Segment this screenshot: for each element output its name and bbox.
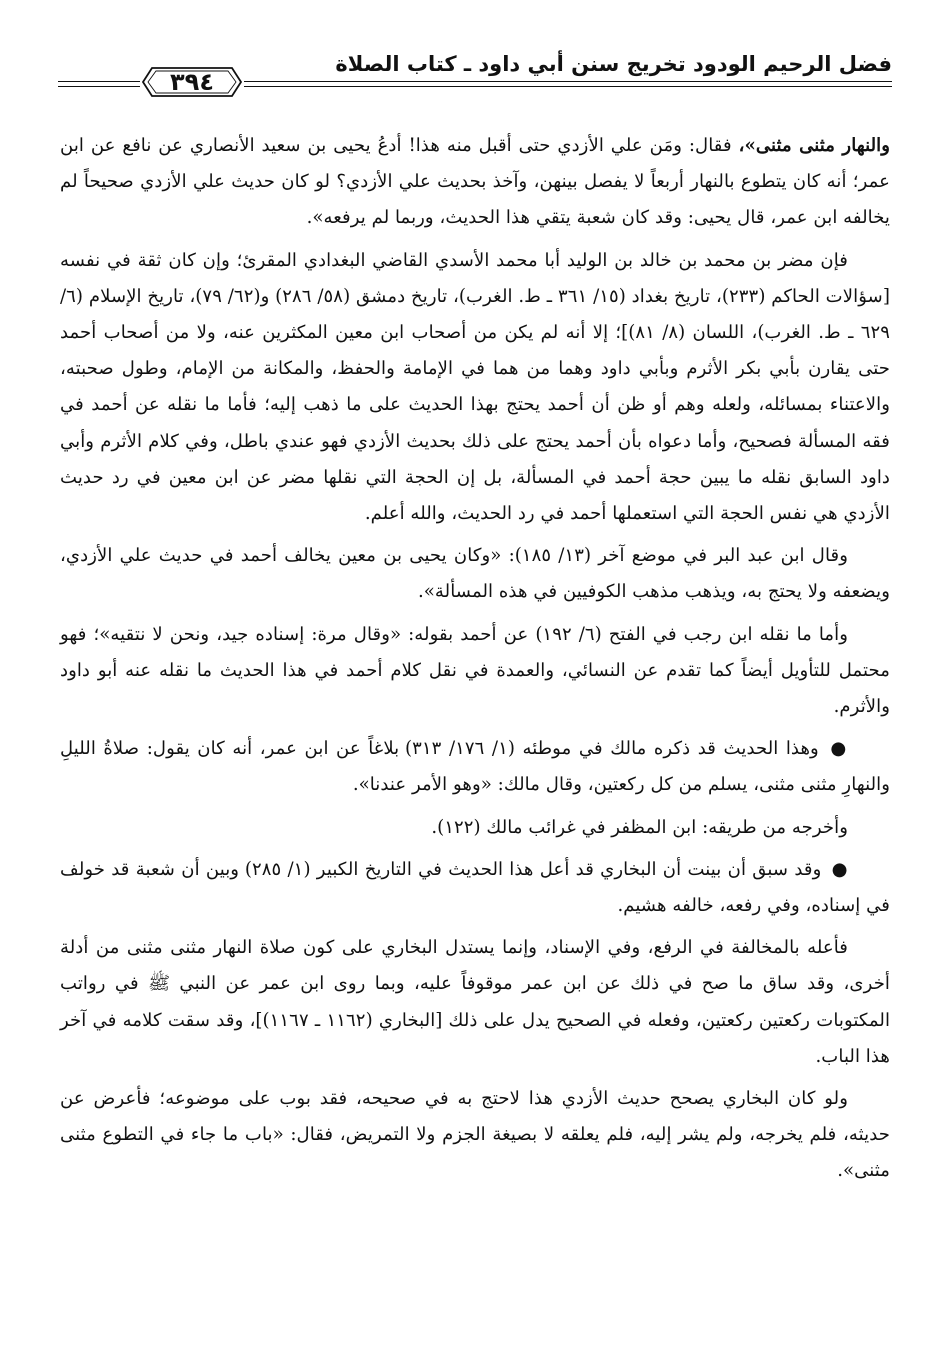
page-number-frame [142,66,242,98]
paragraph-1 [60,128,890,237]
paragraph-8-text: فأعله بالمخالفة في الرفع، وفي الإسناد، وإنما يستدل البخاري على كون صلاة النهار مثنى مثنى من أدلة أخرى، وقد ساق ما صح في ذلك عن ابن عمر موقوفاً عليه، وبما روى ابن عمر عن النبي ﷺ في رواتب المكتوبات ركعتين ركعتين، وفعله في الصحيح يدل على ذلك [البخاري (١١٦٢ ـ ١١٦٧)]، وقد سقت كلامه في آخر هذا الباب. [60,937,890,1067]
paragraph-5-text: وهذا الحديث قد ذكره مالك في موطئه (١/ ١٧٦/ ٣١٣) بلاغاً عن ابن عمر، أنه كان يقول: صلاةُ الليلِ والنهارِ مثنى مثنى، يسلم من كل ركعتين، وقال مالك: «وهو الأمر عندنا». [60,738,890,796]
paragraph-4-text: وأما ما نقله ابن رجب في الفتح (٦/ ١٩٢) عن أحمد بقوله: «وقال مرة: إسناده جيد، ونحن لا نتقيه»؛ فهو محتمل للتأويل أيضاً كما تقدم عن النسائي، والعمدة في نقل كلام أحمد في هذا الحديث ما نقله عنه أبو داود والأثرم. [60,623,890,718]
bullet-icon: ● [830,738,848,760]
page-number: ٣٩٤ [170,68,214,96]
running-title: فضل الرحيم الودود تخريج سنن أبي داود ـ كتاب الصلاة [335,52,892,76]
header-rule-top [244,81,892,82]
paragraph-1-text: فقال: ومَن علي الأزدي حتى أقبل منه هذا! أدعُ يحيى بن سعيد الأنصاري عن نافع عن ابن عمر؛ أنه كان يتطوع بالنهار أربعاً لا يفصل بينهن، وآخذ بحديث علي الأزدي؟ لو كان حديث علي الأزدي صحيحاً لم يخالفه ابن عمر، قال يحيى: وقد كان شعبة يتقي هذا الحديث، وربما لم يرفعه». [60,135,890,229]
paragraph-3-text: وقال ابن عبد البر في موضع آخر (١٣/ ١٨٥): «وكان يحيى بن معين يخالف أحمد في حديث علي الأزدي، ويضعفه ولا يحتج به، ويذهب مذهب الكوفيين في هذه المسألة». [60,545,890,603]
page-header [58,48,892,98]
header-rule-left-bottom [58,86,140,87]
paragraph-3 [60,538,890,610]
paragraph-9 [60,1081,890,1190]
paragraph-7-text: وقد سبق أن بينت أن البخاري قد أعل هذا الحديث في التاريخ الكبير (١/ ٢٨٥) وبين أن شعبة قد خولف في إسناده، وفي رفعه، خالفه هشيم. [60,858,890,917]
paragraph-8 [60,930,890,1075]
page-body [60,128,890,1196]
paragraph-7 [60,852,890,924]
paragraph-5 [60,731,890,803]
paragraph-2 [60,243,890,533]
header-rule-left-top [58,81,140,82]
header-rule-bottom [244,86,892,87]
paragraph-9-text: ولو كان البخاري يصحح حديث الأزدي هذا لاحتج به في صحيحه، فقد بوب على موضوعه؛ فأعرض عن حديثه، فلم يخرجه، ولم يشر إليه، فلم يعلقه لا بصيغة الجزم ولا التمريض، فقال: «باب ما جاء في التطوع مثنى مثنى». [60,1088,890,1182]
paragraph-6-text: وأخرجه من طريقه: ابن المظفر في غرائب مالك (١٢٢). [431,816,848,838]
paragraph-4 [60,617,890,726]
paragraph-1-lead: والنهار مثنى مثنى»، [738,135,890,156]
paragraph-2-text: فإن مضر بن محمد بن خالد بن الوليد أبا محمد الأسدي القاضي البغدادي المقرئ؛ وإن كان ثقة في نفسه [سؤالات الحاكم (٢٣٣)، تاريخ بغداد (١٥/ ٣٦١ ـ ط. الغرب)، تاريخ دمشق (٥٨/ ٢٨٦) و(٦٢/ ٧٩)، تاريخ الإسلام (٦/ ٦٢٩ ـ ط. الغرب)، اللسان (٨/ ٨١)]؛ إلا أنه لم يكن من أصحاب ابن معين المكثرين عنه، ولا من أصحاب أحمد حتى يقارن بأبي بكر الأثرم وبأبي داود وهما من هما في الإمامة والحفظ، والمكانة من الإمام، وطول صحبته، والاعتناء بمسائله، ولعله وهم أو ظن أن أحمد يحتج بهذا الحديث على ما ذهب إليه؛ فأما ما نقله عن أحمد في فقه المسألة فصحيح، وأما دعواه بأن أحمد يحتج على ذلك بحديث الأزدي فهو عندي باطل، وفي كلام الأثرم وأبي داود السابق نقله ما يبين حجة أحمد في المسألة، بل إن الحجة التي نقلها مضر عن ابن معين في رد حديث الأزدي هي نفس الحجة التي استعملها أحمد في رد الحديث، والله أعلم. [60,249,890,525]
bullet-icon: ● [831,858,849,880]
paragraph-6 [60,810,890,846]
